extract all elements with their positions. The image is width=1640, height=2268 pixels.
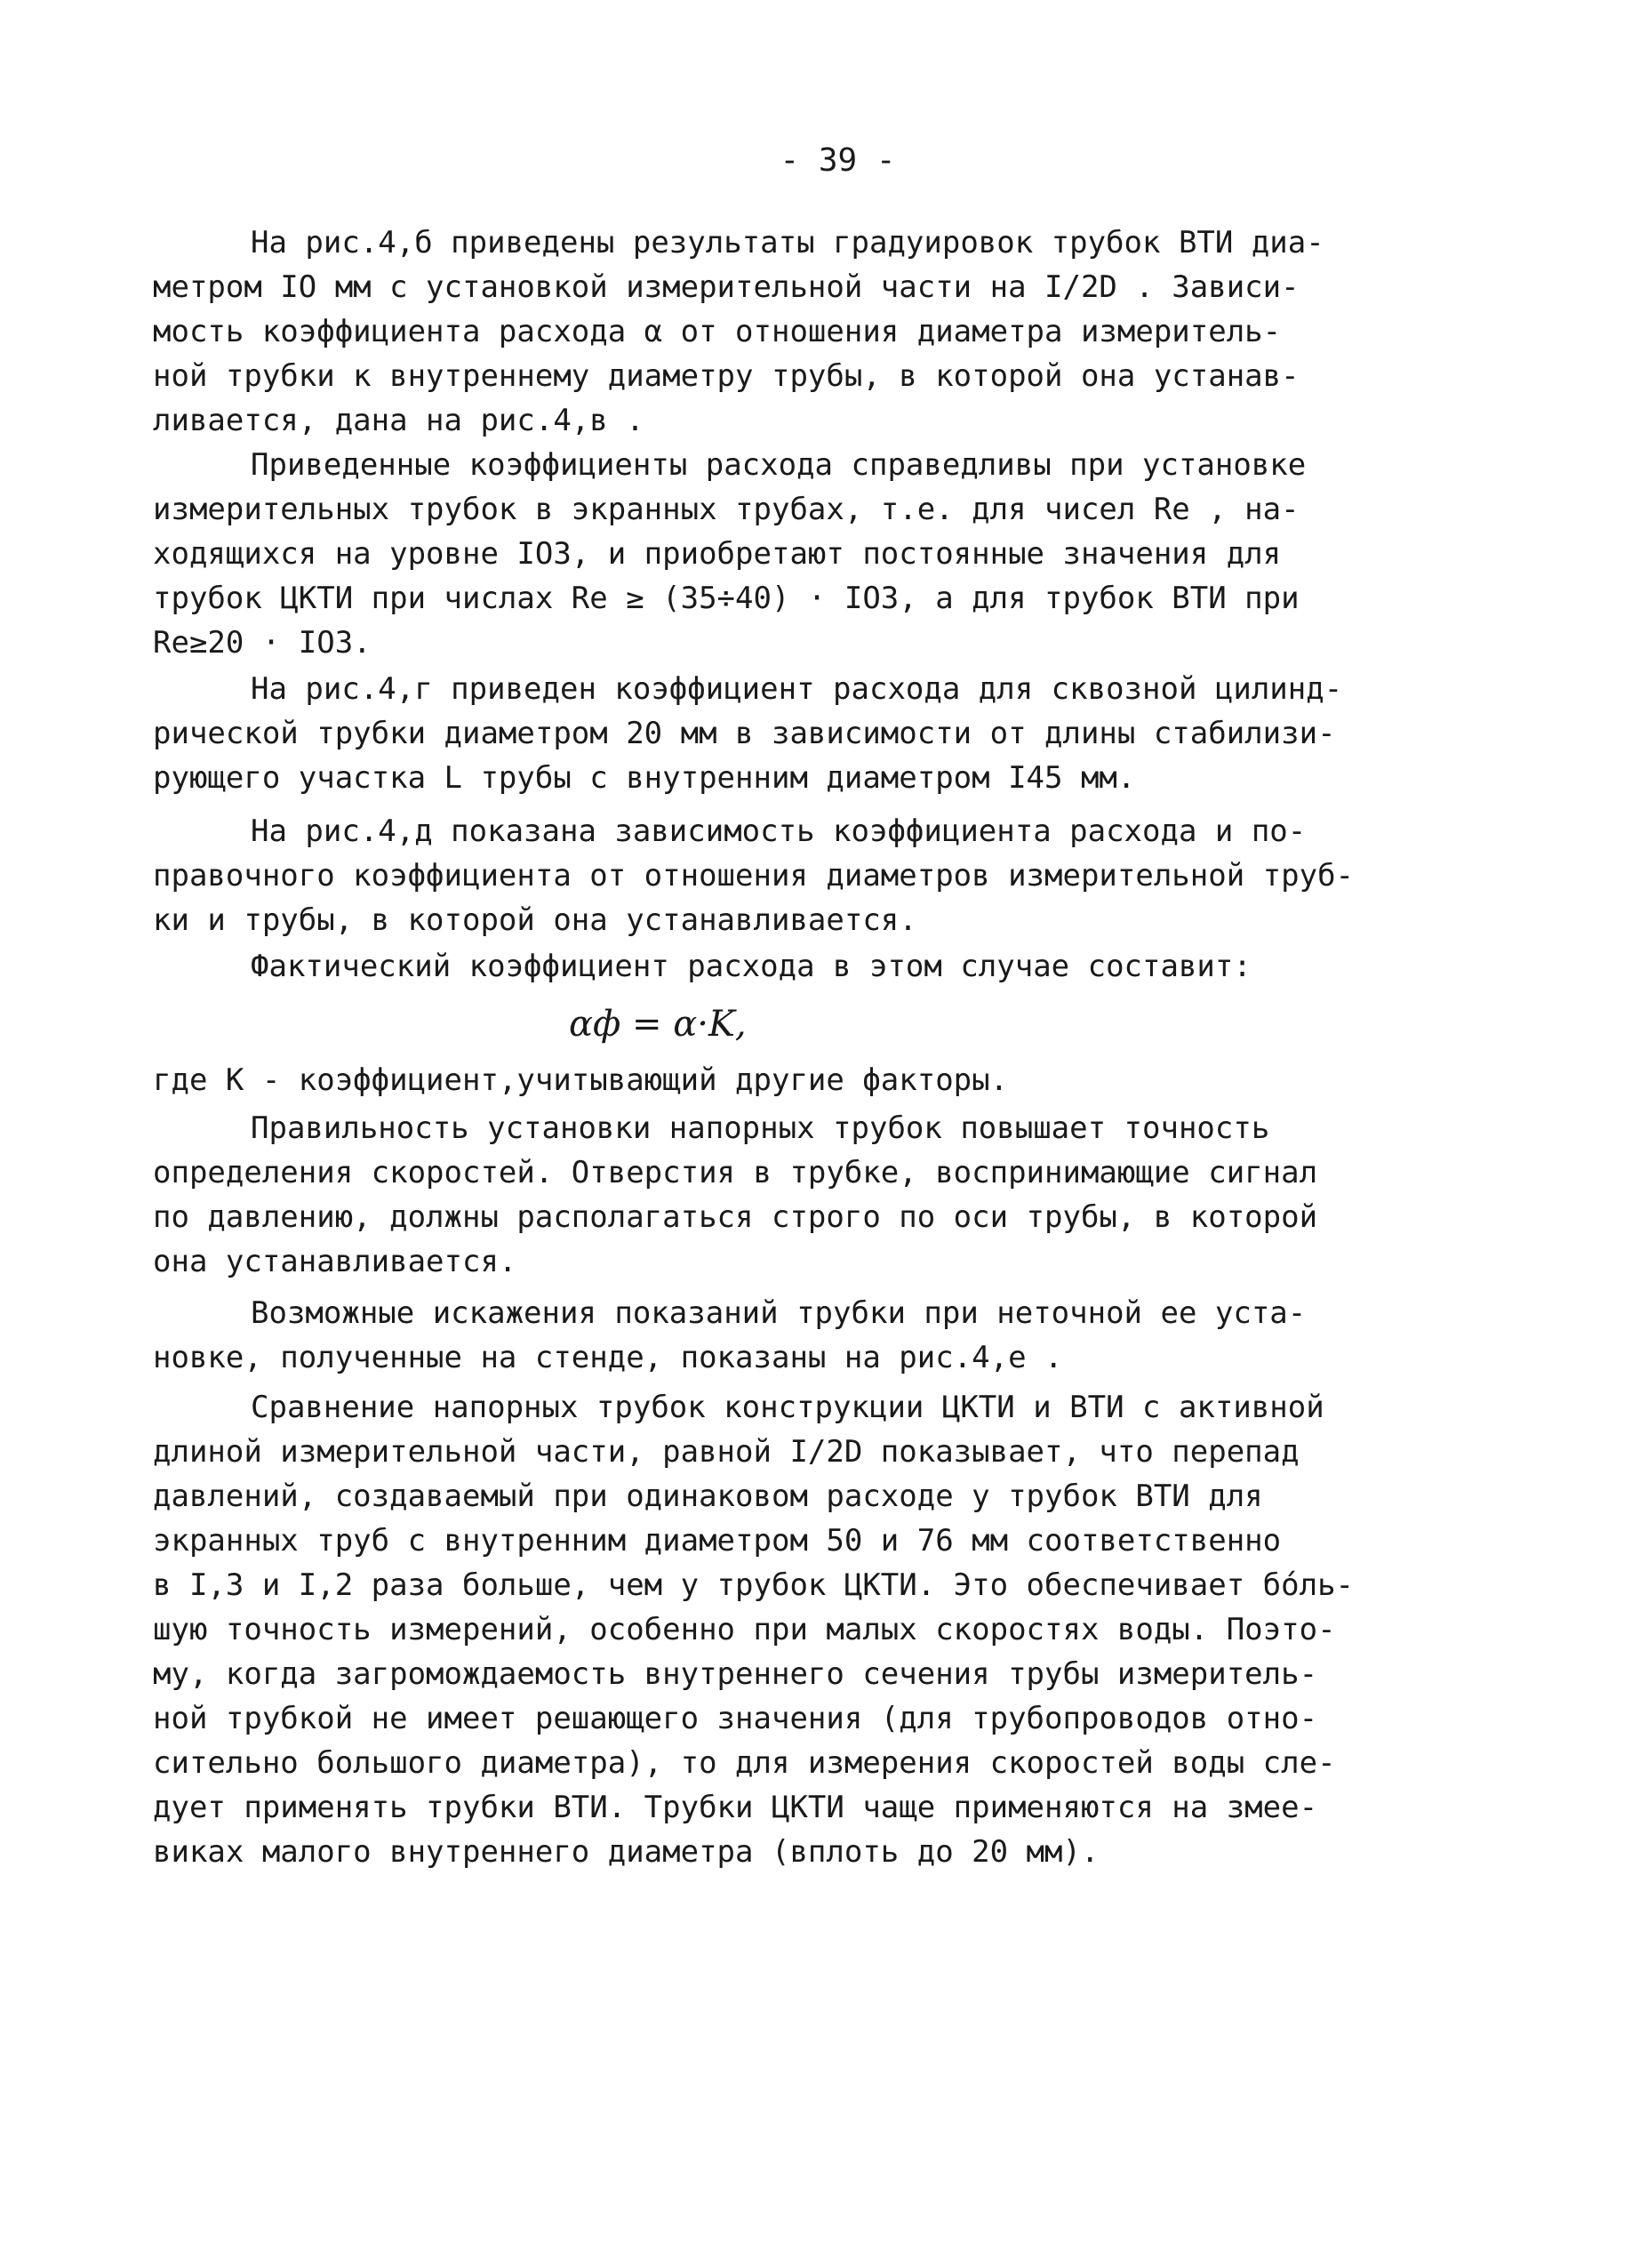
text-line: где K - коэффициент,учитывающий другие факторы. — [153, 1062, 1009, 1098]
text-line: экранных труб с внутренним диаметром 50 и 76 мм соответственно — [153, 1523, 1282, 1559]
text-line: в I,3 и I,2 раза больше, чем у трубок ЦКТИ. Это обеспечивает бо́ль- — [153, 1567, 1355, 1603]
text-line: ходящихся на уровне IO3, и приобретают постоянные значения для — [153, 536, 1282, 572]
text-line: шую точность измерений, особенно при малых скоростях воды. Поэто- — [153, 1612, 1336, 1647]
text-line: правочного коэффициента от отношения диаметров измерительной труб- — [153, 858, 1355, 894]
text-line: виках малого внутреннего диаметра (вплоть до 20 мм). — [153, 1834, 1100, 1870]
text-line: Сравнение напорных трубок конструкции ЦКТИ и ВТИ с активной — [251, 1390, 1324, 1425]
page-number: - 39 - — [780, 142, 896, 179]
text-line: рующего участка L трубы с внутренним диаметром I45 мм. — [153, 760, 1136, 796]
text-line: ной трубкой не имеет решающего значения (для трубопроводов отно- — [153, 1701, 1318, 1736]
text-line: рической трубки диаметром 20 мм в зависимости от длины стабилизи- — [153, 716, 1336, 751]
text-line: определения скоростей. Отверстия в трубке, воспринимающие сигнал — [153, 1155, 1318, 1190]
text-line: На рис.4,б приведены результаты градуировок трубок ВТИ диа- — [251, 225, 1324, 260]
text-line: она устанавливается. — [153, 1244, 517, 1279]
text-line: дует применять трубки ВТИ. Трубки ЦКТИ чаще применяются на змее- — [153, 1790, 1318, 1825]
text-line: метром IO мм с установкой измерительной части на I/2D . Зависи- — [153, 269, 1300, 305]
text-line: мость коэффициента расхода α от отношения диаметра измеритель- — [153, 314, 1282, 349]
text-line: давлений, создаваемый при одинаковом расходе у трубок ВТИ для — [153, 1479, 1263, 1514]
text-line: новке, полученные на стенде, показаны на рис.4,е . — [153, 1340, 1063, 1375]
text-line: Фактический коэффициент расхода в этом случае составит: — [251, 949, 1252, 984]
text-line: му, когда загромождаемость внутреннего сечения трубы измеритель- — [153, 1656, 1318, 1692]
text-line: сительно большого диаметра), то для измерения скоростей воды сле- — [153, 1745, 1336, 1781]
text-line: Приведенные коэффициенты расхода справедливы при установке — [251, 447, 1307, 483]
text-line: На рис.4,г приведен коэффициент расхода для сквозной цилинд- — [251, 671, 1343, 707]
text-line: измерительных трубок в экранных трубах, т.е. для чисел Re , на- — [153, 492, 1300, 527]
text-line: На рис.4,д показана зависимость коэффициента расхода и по- — [251, 813, 1307, 849]
formula: αф = α·K, — [569, 1004, 747, 1045]
text-line: по давлению, должны располагаться строго по оси трубы, в которой — [153, 1199, 1318, 1235]
text-line: Re≥20 · IO3. — [153, 625, 372, 661]
text-line: Возможные искажения показаний трубки при неточной ее уста- — [251, 1295, 1307, 1331]
text-line: Правильность установки напорных трубок повышает точность — [251, 1110, 1270, 1146]
text-line: ки и трубы, в которой она устанавливается. — [153, 902, 917, 938]
text-line: ливается, дана на рис.4,в . — [153, 403, 644, 438]
text-line: ной трубки к внутреннему диаметру трубы, в которой она устанав- — [153, 358, 1300, 394]
text-line: трубок ЦКТИ при числах Re ≥ (35÷40) · IO3, а для трубок ВТИ при — [153, 581, 1300, 616]
text-line: длиной измерительной части, равной I/2D показывает, что перепад — [153, 1434, 1300, 1470]
